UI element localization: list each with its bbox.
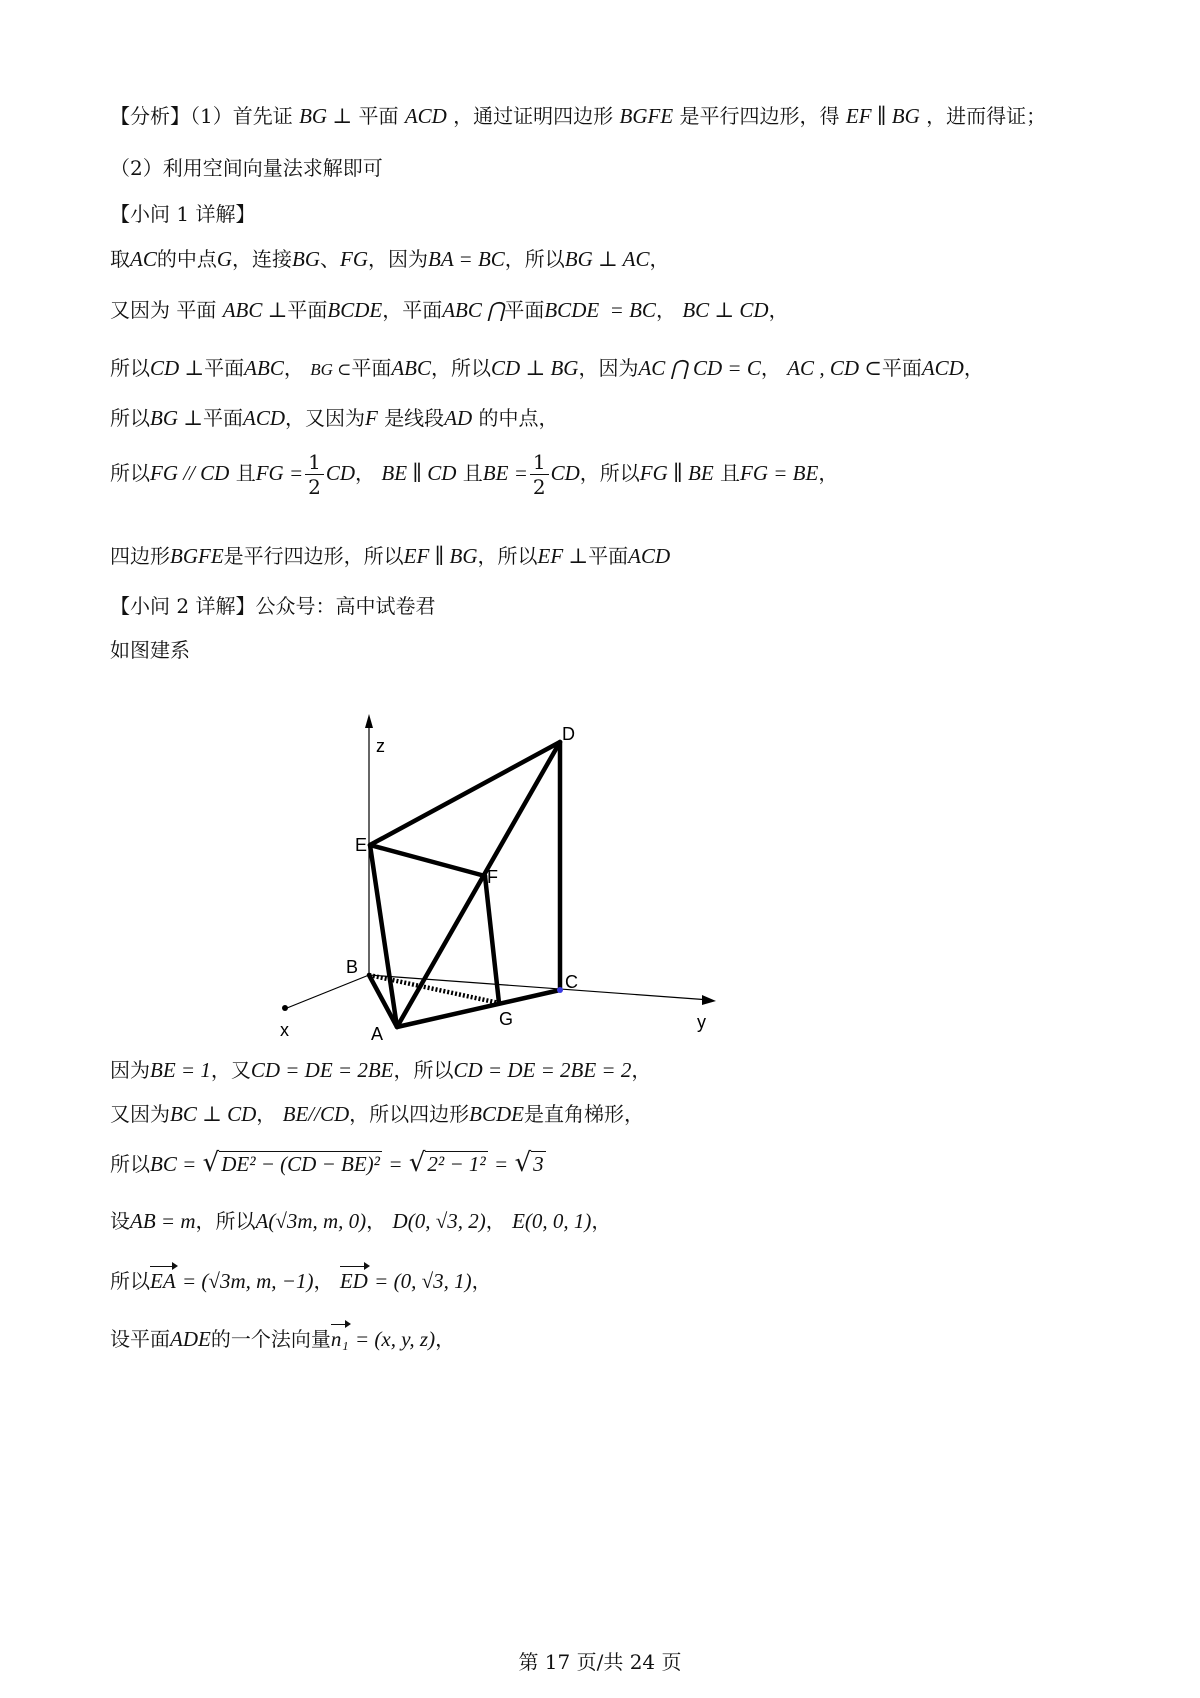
math: CD [325, 461, 356, 485]
label-D: D [562, 724, 575, 744]
math: ABC ⊥ [222, 298, 288, 322]
text: 平面 [351, 356, 392, 380]
text: 又因为 [110, 1102, 170, 1126]
edge-EF [370, 845, 485, 876]
label-C: C [565, 972, 578, 992]
math: E(0, 0, 1) [512, 1209, 592, 1233]
math: AC [130, 247, 157, 271]
label-F: F [487, 867, 498, 887]
math: FG = BE [740, 461, 819, 485]
text: 平面 [504, 298, 545, 322]
text: 平面 [588, 544, 629, 568]
text: 因为 [110, 1058, 150, 1082]
math: AD [444, 406, 473, 430]
text: ，因为 [578, 356, 639, 380]
point-C [557, 987, 563, 993]
math: BE//CD [282, 1102, 350, 1126]
math: AC , CD ⊂ [787, 356, 882, 380]
text: ， [655, 298, 676, 322]
math: CD ⊥ [150, 356, 205, 380]
math: = (0, √3, 1) [374, 1269, 472, 1293]
text-tail: ，进而得证； [926, 104, 1047, 128]
text: 所以 [110, 1152, 150, 1176]
math: CD = DE = 2BE [250, 1058, 394, 1082]
math: AB = m [130, 1209, 196, 1233]
x-axis [287, 975, 369, 1008]
math-radicand: DE² − (CD − BE)² [221, 1152, 380, 1176]
text: ，又 [210, 1058, 251, 1082]
q2-line-1 [110, 1054, 651, 1083]
math: F [365, 406, 378, 430]
z-axis-arrow [365, 714, 373, 728]
math: BE ∥ CD [381, 461, 457, 485]
math: BE = 1 [150, 1058, 211, 1082]
text: ，所以 [477, 544, 538, 568]
math-radicand: 3 [533, 1152, 544, 1176]
math: FG // CD [150, 461, 230, 485]
math: ABC [391, 356, 432, 380]
math: = (x, y, z) [355, 1327, 436, 1351]
text: ， [283, 356, 304, 380]
math: CD ⊥ BG [491, 356, 579, 380]
vector-ED: ED [339, 1269, 368, 1293]
math: BCDE = BC [544, 298, 656, 322]
text: ，因为 [368, 247, 429, 271]
frac-den: 2 [532, 475, 546, 499]
label-z: z [376, 736, 385, 756]
math: AC ⋂ CD = C [638, 356, 761, 380]
math-ef-bg: EF ∥ BG [845, 104, 920, 128]
math: FG = [255, 461, 304, 485]
analysis-head: 【分析】（1）首先证 [110, 104, 293, 128]
analysis-line-2: （2）利用空间向量法求解即可 [110, 156, 383, 180]
q2-line-3 [110, 1148, 546, 1178]
text: ， [485, 1209, 506, 1233]
label-B: B [346, 957, 359, 977]
label-E: E [355, 835, 368, 855]
label-G: G [499, 1009, 514, 1029]
text: ，所以四边形 [349, 1102, 470, 1126]
text: 平面 [881, 356, 922, 380]
math: A(√3m, m, 0) [255, 1209, 367, 1233]
math: = [388, 1152, 403, 1176]
text: ，所以 [504, 247, 565, 271]
text: 且 [720, 461, 741, 485]
frac-num: 1 [530, 450, 549, 475]
text: 的中点 [156, 247, 217, 271]
text: ，又因为 [285, 406, 365, 430]
q2-line-2 [110, 1098, 644, 1127]
page-footer: 第 17 页/共 24 页 [518, 1650, 682, 1674]
text: 所以 [110, 461, 150, 485]
math: ADE [170, 1327, 211, 1351]
math: BC ⊥ CD [170, 1102, 257, 1126]
text: ，平面 [382, 298, 443, 322]
text: 所以 [110, 1269, 150, 1293]
polyhedron-edges [369, 742, 560, 1027]
math: CD [550, 461, 580, 485]
text: 平面 [287, 298, 328, 322]
math: D(0, √3, 2) [392, 1209, 486, 1233]
text: 是直角梯形， [523, 1102, 644, 1126]
math-bgfe: BGFE [619, 104, 674, 128]
text: ， [963, 356, 984, 380]
text-plane: 平面 [358, 104, 399, 128]
sqrt-sign: √ [408, 1148, 426, 1178]
label-x: x [280, 1020, 289, 1040]
q2-heading: 【小问 2 详解】公众号：高中试卷君 [110, 594, 436, 618]
frac-num: 1 [305, 450, 324, 475]
math: BC = [150, 1152, 197, 1176]
math: BG ⊥ AC [564, 247, 650, 271]
text: 是平行四边形，所以 [223, 544, 404, 568]
text: 的一个法向量 [210, 1327, 331, 1351]
math: BA = BC [428, 247, 505, 271]
math-bg-perp: BG ⊥ [299, 104, 353, 128]
text-mid: 是平行四边形，得 [679, 104, 840, 128]
math-acd: ACD [404, 104, 447, 128]
math: ACD [921, 356, 964, 380]
math: = [494, 1152, 509, 1176]
label-y: y [697, 1012, 706, 1032]
math: BC ⊥ CD [682, 298, 769, 322]
text: 且 [462, 461, 483, 485]
math: ABC ⋂ [442, 298, 505, 322]
text: 且 [235, 461, 256, 485]
q2-line-5 [110, 1265, 492, 1294]
text: ， [768, 298, 789, 322]
frac-den: 2 [308, 475, 321, 499]
math: ACD [243, 406, 285, 430]
text: ， [631, 1058, 652, 1082]
math: BG [292, 247, 321, 271]
text: 的中点， [478, 406, 559, 430]
q1-heading: 【小问 1 详解】 [110, 202, 256, 226]
text: 又因为 平面 [110, 298, 217, 322]
math: BE = [482, 461, 528, 485]
text: 所以 [110, 406, 150, 430]
math: FG [340, 247, 369, 271]
text: ， [435, 1327, 456, 1351]
sqrt-sign: √ [514, 1148, 532, 1178]
math: EF ⊥ [537, 544, 589, 568]
sqrt-sign: √ [202, 1148, 220, 1178]
text: 所以 [110, 356, 150, 380]
text: ，所以 [195, 1209, 256, 1233]
text: ， [355, 461, 376, 485]
text: 设 [110, 1209, 130, 1233]
text: ， [471, 1269, 492, 1293]
x-axis-end [282, 1005, 288, 1011]
q2-line-4 [110, 1205, 611, 1234]
math-radicand: 2² − 1² [427, 1152, 486, 1176]
text: 设平面 [110, 1327, 170, 1351]
math: BG ⊥ [150, 406, 203, 430]
text: ， [818, 461, 839, 485]
math: ACD [628, 544, 671, 568]
vector-EA: EA [150, 1269, 176, 1293]
math: ABC [244, 356, 284, 380]
text: ， [313, 1269, 334, 1293]
text: ，所以 [579, 461, 640, 485]
text: ， [649, 247, 670, 271]
math: = (√3m, m, −1) [182, 1269, 314, 1293]
text: ， [760, 356, 781, 380]
math: G [216, 247, 233, 271]
text: 平面 [204, 356, 245, 380]
q2-line-6 [110, 1323, 455, 1352]
text: 平面 [203, 406, 243, 430]
text: ， [256, 1102, 277, 1126]
text: 是线段 [384, 406, 445, 430]
y-axis-arrow [702, 995, 716, 1005]
math: CD = DE = 2BE = 2 [453, 1058, 632, 1082]
text-mid: ，通过证明四边形 [453, 104, 614, 128]
text: ， [591, 1209, 612, 1233]
text: ， [366, 1209, 387, 1233]
edge-AC [397, 990, 560, 1027]
text: ，连接 [232, 247, 293, 271]
text: 取 [110, 247, 130, 271]
math: EF ∥ BG [403, 544, 478, 568]
math: BG ⊂ [310, 360, 352, 379]
math: BCDE [469, 1102, 524, 1126]
math: BCDE [327, 298, 383, 322]
math: FG ∥ BE [639, 461, 714, 485]
text: ，所以 [393, 1058, 454, 1082]
build-coords-text: 如图建系 [110, 638, 190, 662]
label-A: A [371, 1024, 384, 1044]
text: 、 [320, 247, 341, 271]
text: ，所以 [431, 356, 492, 380]
text: 四边形 [110, 544, 170, 568]
math: BGFE [170, 544, 224, 568]
vector-n1: n₁ [330, 1327, 349, 1351]
